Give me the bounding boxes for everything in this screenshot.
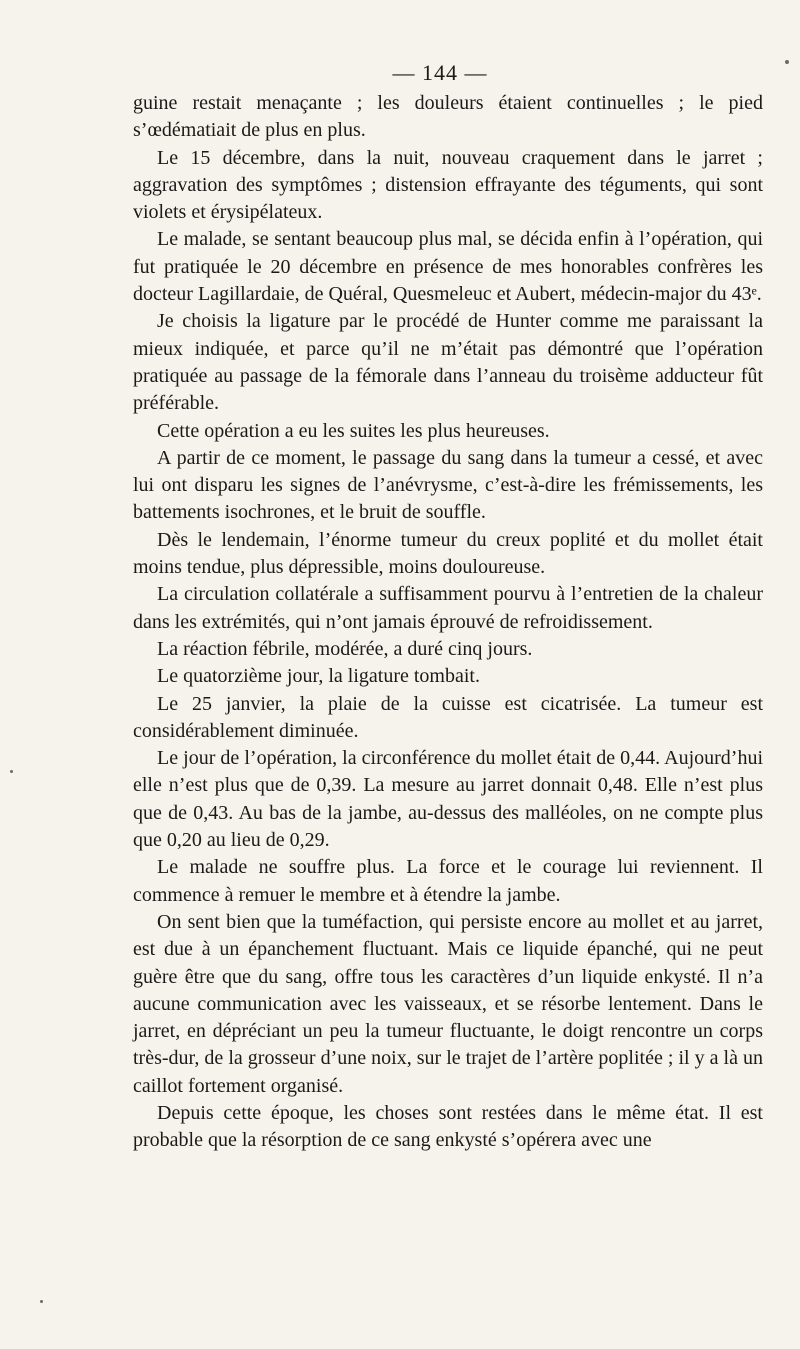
paragraph-7: Dès le lendemain, l’énorme tumeur du creux poplité et du mollet était moins tendue, plus dépressible, moins douloureuse. xyxy=(133,528,763,579)
paragraph-14: On sent bien que la tuméfaction, qui persiste encore au mollet et au jarret, est due à un épanchement fluctuant. Mais ce liquide épanché, qui ne peut guère être que du sang, offre tous les caractères d’un liquide enkysté. Il n’a aucune communication avec les vaisseaux, et se résorbe lentement. Dans le jarret, en dépréciant un peu la tumeur fluctuante, le doigt rencontre un corps très-dur, de la grosseur d’une noix, sur le trajet de l’artère poplitée ; il y a là un caillot fortement organisé. xyxy=(133,910,763,1097)
paragraph-15: Depuis cette époque, les choses sont restées dans le même état. Il est probable que la résorption de ce sang enkysté s’opérera avec une xyxy=(133,1101,763,1152)
paragraph-6: A partir de ce moment, le passage du sang dans la tumeur a cessé, et avec lui ont disparu les signes de l’anévrysme, c’est-à-dire les frémissements, les battements isochrones, et le bruit de souffle. xyxy=(133,446,763,524)
paragraph-5: Cette opération a eu les suites les plus heureuses. xyxy=(157,419,550,442)
body-text xyxy=(133,90,763,1155)
paper-speck xyxy=(10,770,13,773)
paragraph-3: Le malade, se sentant beaucoup plus mal, se décida enfin à l’opération, qui fut pratiquée le 20 décembre en présence de mes honorables confrères les docteur Lagillardaie, de Quéral, Quesmeleuc et Aubert, médecin-major du 43ᵉ. xyxy=(133,228,763,306)
paragraph-10: Le quatorzième jour, la ligature tombait. xyxy=(157,665,480,688)
paragraph-12: Le jour de l’opération, la circonférence du mollet était de 0,44. Aujourd’hui elle n’est plus que de 0,39. La mesure au jarret donnait 0,48. Elle n’est plus que de 0,43. Au bas de la jambe, au-dessus des malléoles, on ne compte plus que 0,20 au lieu de 0,29. xyxy=(133,747,763,852)
paragraph-9: La réaction fébrile, modérée, a duré cinq jours. xyxy=(157,637,533,660)
paragraph-1: guine restait menaçante ; les douleurs étaient continuelles ; le pied s’œdématiait de plus en plus. xyxy=(133,92,763,142)
paper-speck xyxy=(40,1300,43,1303)
paragraph-4: Je choisis la ligature par le procédé de Hunter comme me paraissant la mieux indiquée, et parce qu’il ne m’était pas démontré que l’opération pratiquée au passage de la fémorale dans l’anneau du troisème adducteur fût préférable. xyxy=(133,310,763,415)
paragraph-2: Le 15 décembre, dans la nuit, nouveau craquement dans le jarret ; aggravation des symptômes ; distension effrayante des téguments, qui sont violets et érysipélateux. xyxy=(133,146,763,224)
paragraph-11: Le 25 janvier, la plaie de la cuisse est cicatrisée. La tumeur est considérablement diminuée. xyxy=(133,692,763,742)
paragraph-13: Le malade ne souffre plus. La force et le courage lui reviennent. Il commence à remuer le membre et à étendre la jambe. xyxy=(133,856,763,906)
paper-speck xyxy=(785,60,789,64)
paragraph-8: La circulation collatérale a suffisamment pourvu à l’entretien de la chaleur dans les extrémités, qui n’ont jamais éprouvé de refroidissement. xyxy=(133,583,763,633)
page-number: — 144 — xyxy=(392,60,488,85)
